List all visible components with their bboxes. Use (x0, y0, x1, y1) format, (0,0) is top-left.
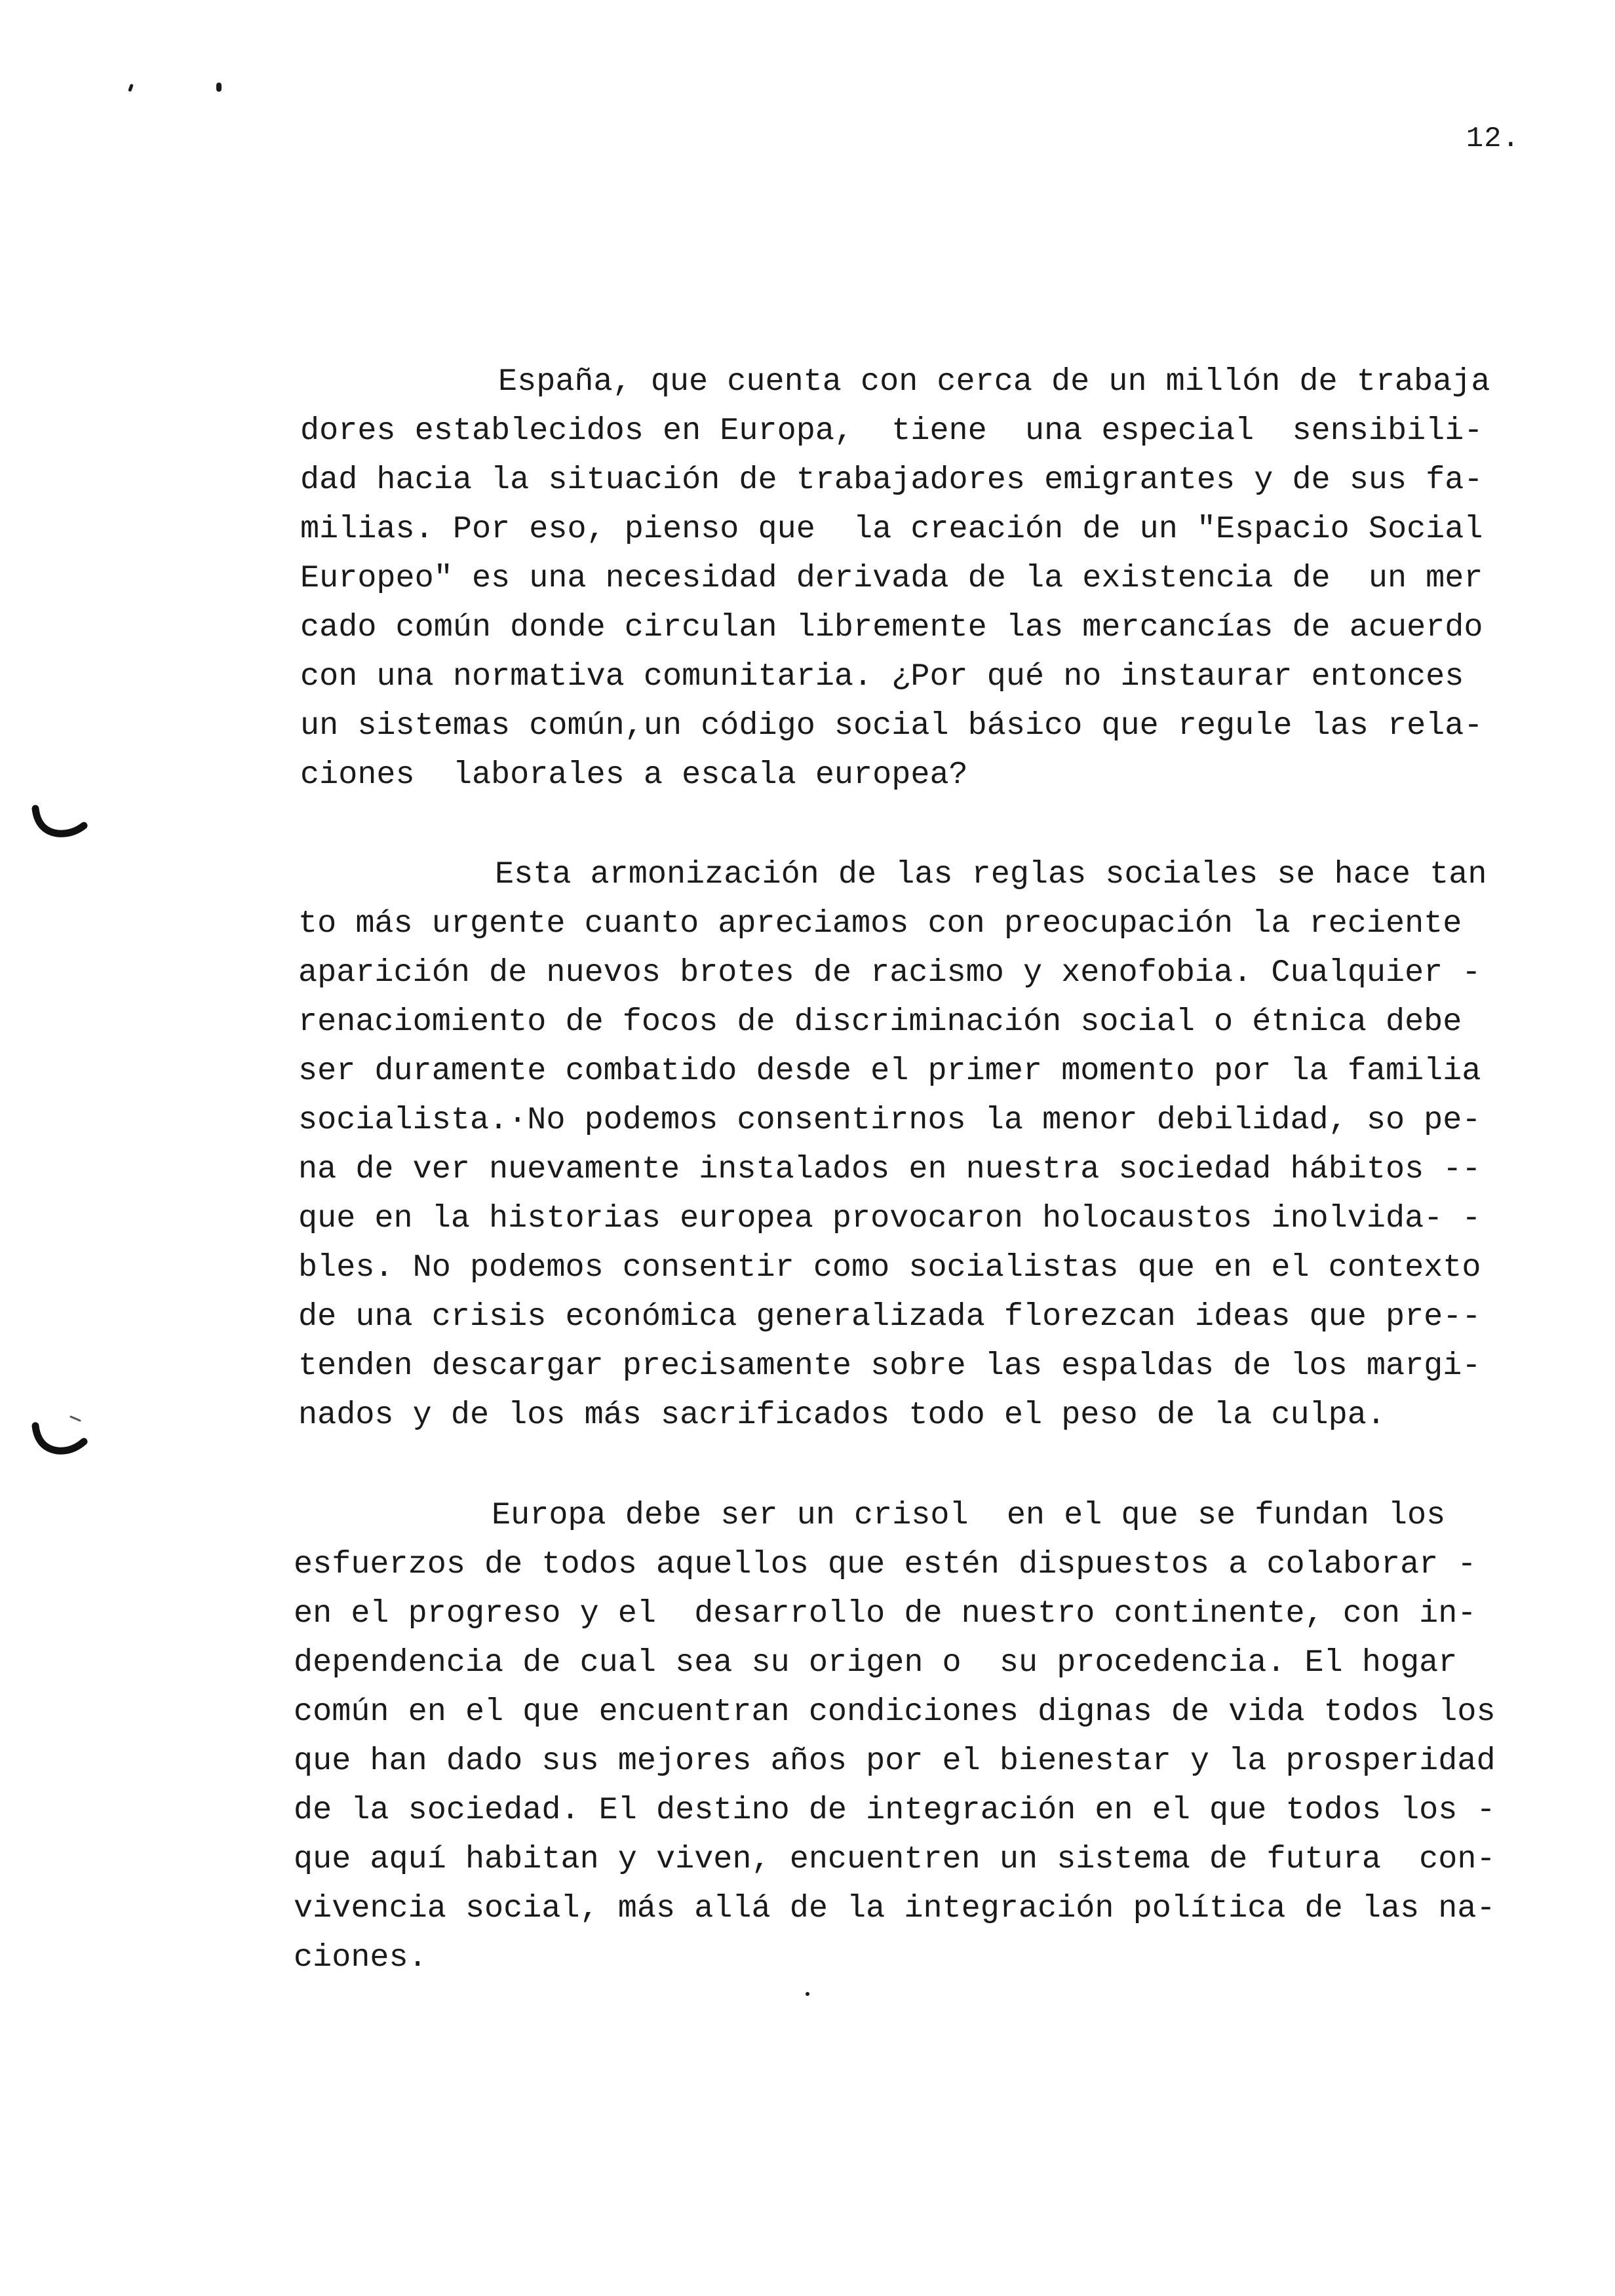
paragraph-2-line-2: to más urgente cuanto apreciamos con preocupación la reciente (298, 906, 1462, 942)
paragraph-3-line-8: que aquí habitan y viven, encuentren un sistema de futura con- (294, 1841, 1496, 1877)
paragraph-1-line-7: con una normativa comunitaria. ¿Por qué no instaurar entonces (300, 659, 1464, 695)
paragraph-2-line-1: Esta armonización de las reglas sociales se hace tan (495, 856, 1487, 892)
paragraph-2-line-6: socialista.·No podemos consentirnos la menor debilidad, so pe- (298, 1102, 1481, 1138)
page-number: 12. (1466, 123, 1520, 155)
paragraph-2-line-9: bles. No podemos consentir como socialistas que en el contexto (298, 1250, 1481, 1286)
paragraph-2-line-7: na de ver nuevamente instalados en nuestra sociedad hábitos -- (298, 1151, 1481, 1187)
scan-speck (806, 1992, 809, 1996)
paragraph-1-line-2: dores establecidos en Europa, tiene una especial sensibili- (300, 413, 1483, 449)
paragraph-1-line-3: dad hacia la situación de trabajadores emigrantes y de sus fa- (300, 462, 1483, 498)
paragraph-1-line-1: España, que cuenta con cerca de un millón de trabaja (498, 364, 1490, 400)
paragraph-2-line-8: que en la historias europea provocaron holocaustos inolvida- - (298, 1200, 1481, 1236)
paragraph-1-line-4: milias. Por eso, pienso que la creación de un "Espacio Social (300, 511, 1483, 547)
paragraph-2-line-5: ser duramente combatido desde el primer momento por la familia (298, 1053, 1481, 1089)
paragraph-3-line-9: vivencia social, más allá de la integración política de las na- (294, 1890, 1496, 1926)
paragraph-3-line-1: Europa debe ser un crisol en el que se fundan los (492, 1497, 1446, 1533)
paragraph-3-line-6: que han dado sus mejores años por el bienestar y la prosperidad (294, 1743, 1496, 1779)
paragraph-3-line-5: común en el que encuentran condiciones dignas de vida todos los (294, 1694, 1496, 1730)
paragraph-1-line-8: un sistemas común,un código social básico que regule las rela- (300, 708, 1483, 744)
paragraph-1-line-6: cado común donde circulan libremente las mercancías de acuerdo (300, 609, 1483, 645)
scan-mark (216, 83, 222, 92)
paragraph-2-line-10: de una crisis económica generalizada florezcan ideas que pre-- (298, 1299, 1481, 1335)
paragraph-3-line-4: dependencia de cual sea su origen o su procedencia. El hogar (294, 1645, 1458, 1681)
binder-hole-mark (31, 805, 90, 844)
paragraph-2-line-11: tenden descargar precisamente sobre las espaldas de los margi- (298, 1348, 1481, 1384)
binder-hole-mark (31, 1413, 90, 1459)
paragraph-3-line-7: de la sociedad. El destino de integración en el que todos los - (294, 1792, 1496, 1828)
paragraph-2-line-3: aparición de nuevos brotes de racismo y xenofobia. Cualquier - (298, 955, 1481, 991)
scan-mark (128, 84, 134, 92)
paragraph-2-line-4: renaciomiento de focos de discriminación social o étnica debe (298, 1004, 1462, 1040)
paragraph-3-line-2: esfuerzos de todos aquellos que estén dispuestos a colaborar - (294, 1546, 1477, 1582)
paragraph-1-line-5: Europeo" es una necesidad derivada de la existencia de un mer (300, 560, 1483, 596)
paragraph-3-line-10: ciones. (294, 1940, 427, 1976)
paragraph-1-line-9: ciones laborales a escala europea? (300, 757, 968, 793)
paragraph-2-line-12: nados y de los más sacrificados todo el peso de la culpa. (298, 1397, 1386, 1433)
paragraph-3-line-3: en el progreso y el desarrollo de nuestro continente, con in- (294, 1596, 1477, 1632)
